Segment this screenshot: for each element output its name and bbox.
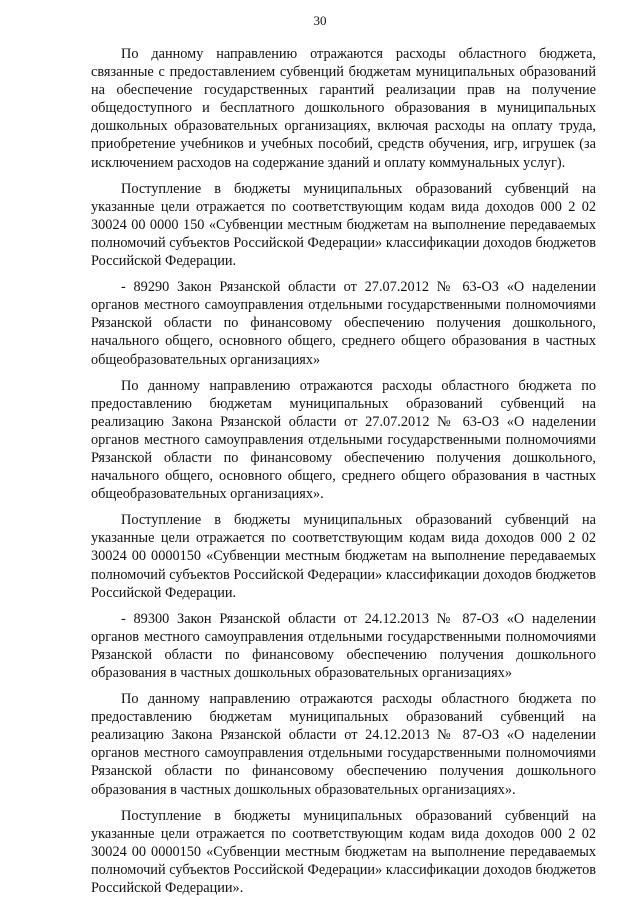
paragraph-revenue-code-1: Поступление в бюджеты муниципальных образований субвенций на указанные цели отражается по соответствующим кодам вида доходов 000 2 02 30024 00 0000 150 «Субвенции местным бюджетам на выполнение передаваемых полномочий субъектов Российской Федерации» классификации доходов бюджетов Российской Федерации.	[91, 180, 596, 270]
page-number: 30	[313, 13, 327, 28]
document-body	[91, 45, 596, 905]
paragraph-expenses-law-87: По данному направлению отражаются расходы областного бюджета по предоставлению бюджетам муниципальных образований субвенций на реализацию Закона Рязанской области от 24.12.2013 № 87-ОЗ «О наделении органов местного самоуправления отдельными государственными полномочиями Рязанской области по финансовому обеспечению получения дошкольного образования в частных дошкольных образовательных организациях».	[91, 691, 596, 798]
paragraph-revenue-code-2: Поступление в бюджеты муниципальных образований субвенций на указанные цели отражается по соответствующим кодам вида доходов 000 2 02 30024 00 0000150 «Субвенции местным бюджетам на выполнение передаваемых полномочий субъектов Российской Федерации» классификации доходов бюджетов Российской Федерации.	[91, 512, 596, 601]
paragraph-expenses-law-63: По данному направлению отражаются расходы областного бюджета по предоставлению бюджетам муниципальных образований субвенций на реализацию Закона Рязанской области от 27.07.2012 № 63-ОЗ «О наделении органов местного самоуправления отдельными государственными полномочиями Рязанской области по финансовому обеспечению получения дошкольного, начального общего, основного общего, среднего общего образования в частных общеобразовательных организациях».	[91, 377, 596, 503]
paragraph-item-89290: - 89290 Закон Рязанской области от 27.07.2012 № 63-ОЗ «О наделении органов местного самоуправления отдельными государственными полномочиями Рязанской области по финансовому обеспечению получения дошкольного, начального общего, основного общего, среднего общего образования в частных общеобразовательных организациях»	[91, 279, 596, 368]
paragraph-expenses-preschool-guarantees: По данному направлению отражаются расходы областного бюджета, связанные с предоставлением субвенций бюджетам муниципальных образований на обеспечение государственных гарантий реализации прав на получение общедоступного и бесплатного дошкольного образования в муниципальных дошкольных образовательных организациях, включая расходы на оплату труда, приобретение учебников и учебных пособий, средств обучения, игр, игрушек (за исключением расходов на содержание зданий и оплату коммунальных услуг).	[91, 46, 596, 171]
paragraph-revenue-code-3: Поступление в бюджеты муниципальных образований субвенций на указанные цели отражается по соответствующим кодам вида доходов 000 2 02 30024 00 0000150 «Субвенции местным бюджетам на выполнение передаваемых полномочий субъектов Российской Федерации» классификации доходов бюджетов Российской Федерации».	[91, 807, 596, 897]
paragraph-item-89300: - 89300 Закон Рязанской области от 24.12.2013 № 87-ОЗ «О наделении органов местного самоуправления отдельными государственными полномочиями Рязанской области по финансовому обеспечению получения дошкольного образования в частных дошкольных образовательных организациях»	[91, 610, 596, 681]
